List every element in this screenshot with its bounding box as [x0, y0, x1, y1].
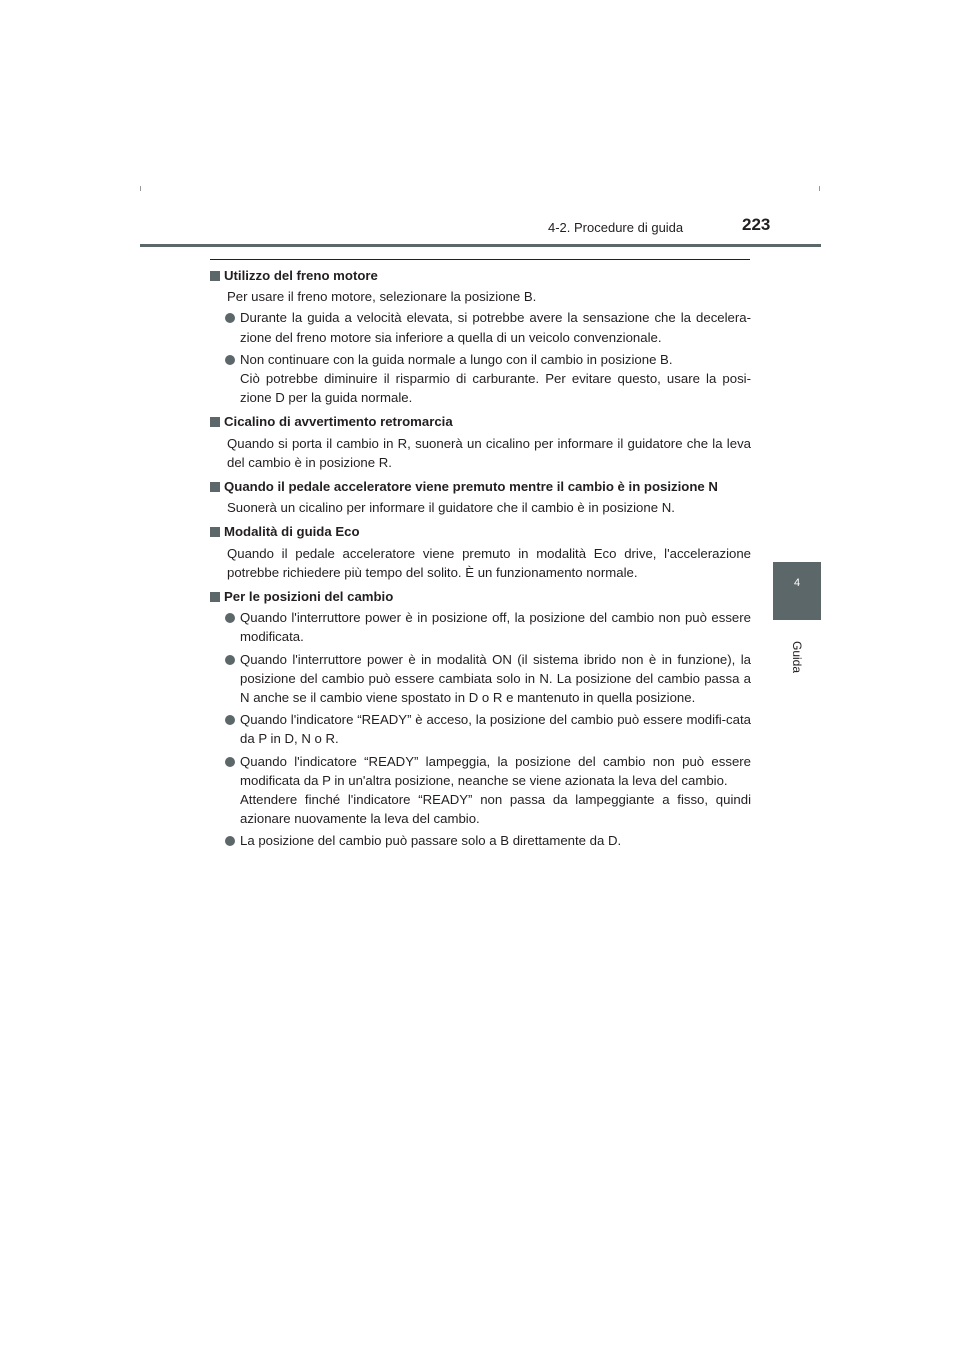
list-item-text: Durante la guida a velocità elevata, si potrebbe avere la sensazione che la decelera-zione del freno motore sia inferiore a quella di un veicolo convenzionale.: [240, 310, 751, 345]
crop-mark-left: [140, 186, 141, 191]
section: [210, 477, 751, 517]
section-heading-text: Utilizzo del freno motore: [224, 268, 378, 283]
list-item-text: Quando l'indicatore “READY” è acceso, la posizione del cambio può essere modifi-cata da P in D, N o R.: [240, 712, 751, 747]
page-number: 223: [742, 215, 771, 234]
square-bullet-icon: [210, 271, 220, 281]
square-bullet-icon: [210, 482, 220, 492]
section-heading: [210, 522, 751, 541]
section-heading-text: Per le posizioni del cambio: [224, 589, 394, 605]
chapter-tab: [773, 562, 821, 620]
list-item: [210, 831, 751, 850]
circle-bullet-icon: [225, 313, 235, 323]
circle-bullet-icon: [225, 757, 235, 767]
square-bullet-icon: [210, 592, 220, 602]
list-item: [210, 752, 751, 829]
section-heading: [210, 587, 751, 606]
section-paragraph: Quando si porta il cambio in R, suonerà un cicalino per informare il guidatore che la leva del cambio è in posizione R.: [227, 435, 751, 470]
section-heading: [210, 412, 751, 431]
section: [210, 587, 751, 851]
content-rule: [210, 259, 750, 260]
list-item: [210, 608, 751, 646]
header-section-title: 4-2. Procedure di guida: [548, 220, 684, 235]
section-paragraph: Quando il pedale acceleratore viene premuto in modalità Eco drive, l'accelerazione potrebbe richiedere più tempo del solito. È un funzionamento normale.: [227, 545, 751, 580]
section-heading-text: Cicalino di avvertimento retromarcia: [224, 414, 453, 430]
list-item-continuation: Attendere finché l'indicatore “READY” non passa da lampeggiante a fisso, quindi azionare nuovamente la leva del cambio.: [240, 792, 751, 827]
circle-bullet-icon: [225, 355, 235, 365]
square-bullet-icon: [210, 527, 220, 537]
list-item-text: Quando l'interruttore power è in modalità ON (il sistema ibrido non è in funzione), la posizione del cambio può essere cambiata solo in N. La posizione del cambio passa a N anche se il cambio viene spostato in D o R e mantenuto in quella posizione.: [240, 651, 751, 706]
circle-bullet-icon: [225, 613, 235, 623]
section-heading: [210, 477, 751, 496]
list-item: [210, 308, 751, 346]
list-item: [210, 650, 751, 708]
crop-mark-right: [819, 186, 820, 191]
header-rule: [140, 244, 821, 247]
list-item-text: Quando l'indicatore “READY” lampeggia, la posizione del cambio non può essere modificata da P in un'altra posizione, neanche se viene azionata la leva del cambio.: [240, 753, 751, 788]
list-item-text: Non continuare con la guida normale a lungo con il cambio in posizione B.: [240, 351, 673, 367]
list-item-text: La posizione del cambio può passare solo a B direttamente da D.: [240, 833, 622, 849]
section-paragraph: Per usare il freno motore, selezionare la posizione B.: [227, 289, 537, 305]
chapter-number: 4: [793, 577, 801, 589]
list-item-continuation: Ciò potrebbe diminuire il risparmio di carburante. Per evitare questo, usare la posi-zione D per la guida normale.: [240, 371, 751, 406]
list-item: [210, 710, 751, 748]
circle-bullet-icon: [225, 715, 235, 725]
circle-bullet-icon: [225, 836, 235, 846]
list-item-text: Quando l'interruttore power è in posizione off, la posizione del cambio non può essere modificata.: [240, 610, 751, 645]
circle-bullet-icon: [225, 655, 235, 665]
section: [210, 522, 751, 582]
section-paragraph: Suonerà un cicalino per informare il guidatore che il cambio è in posizione N.: [227, 500, 675, 516]
square-bullet-icon: [210, 417, 220, 427]
section-heading-text: Quando il pedale acceleratore viene premuto mentre il cambio è in posizione N: [224, 479, 718, 495]
section-heading-text: Modalità di guida Eco: [224, 524, 360, 540]
section-heading: [210, 266, 751, 285]
section: [210, 266, 751, 407]
page-content: [210, 266, 751, 856]
section: [210, 412, 751, 472]
list-item: [210, 350, 751, 408]
chapter-label: Guida: [790, 640, 804, 674]
